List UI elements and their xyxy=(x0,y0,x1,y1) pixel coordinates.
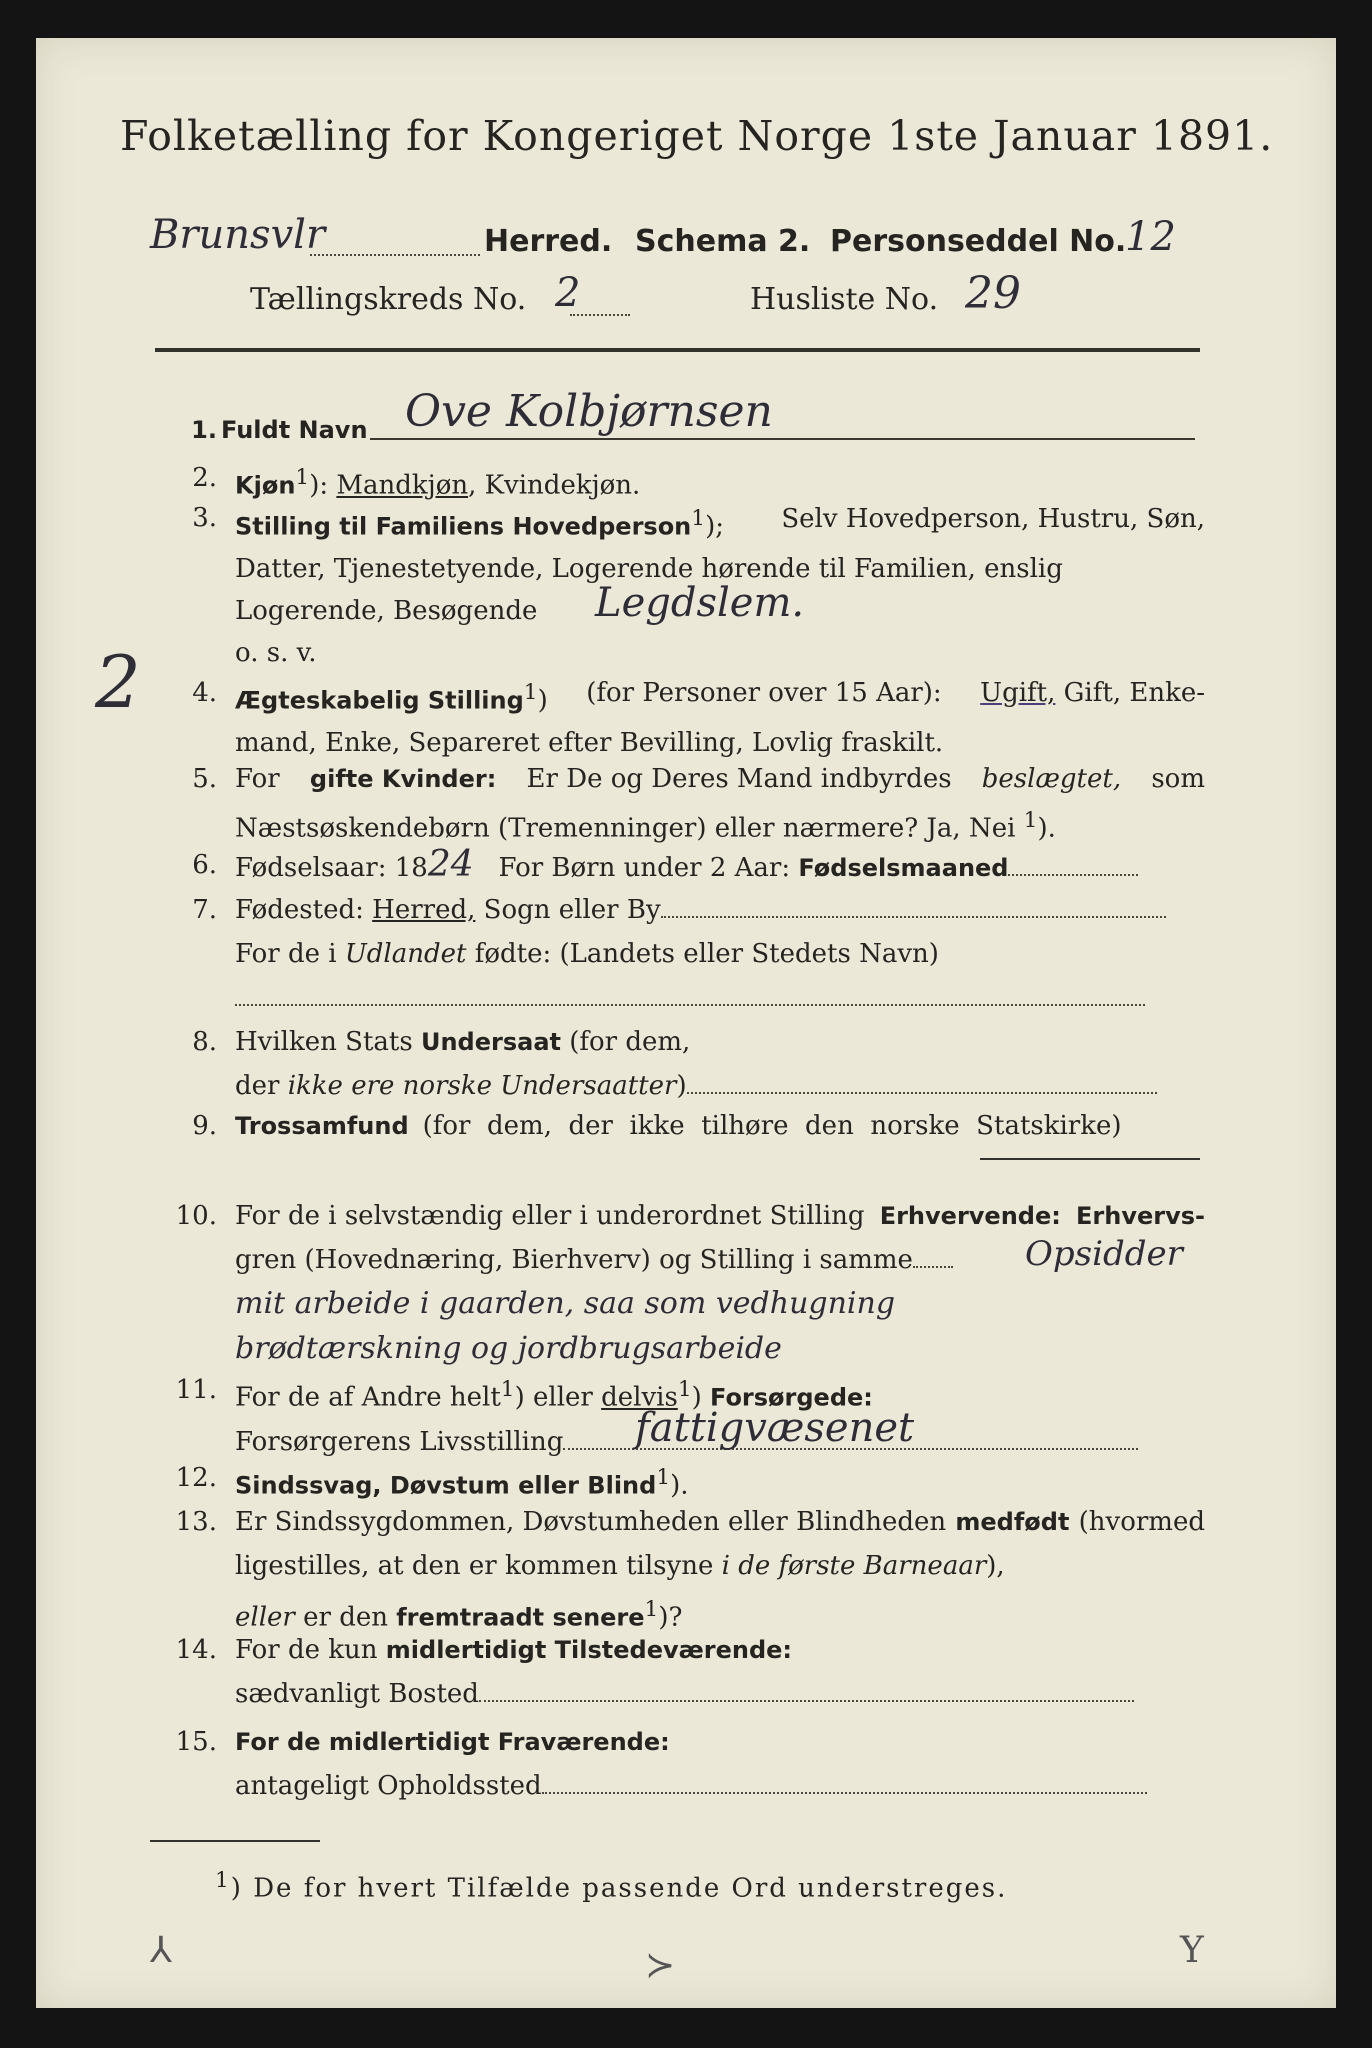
herred-value: Brunsvlr xyxy=(150,212,326,258)
schema-label: Schema 2. xyxy=(635,224,811,259)
field-8-line2a: der xyxy=(235,1071,280,1101)
field-5-line2: Næstsøskendebørn (Tremenninger) eller nærmere? Ja, Nei xyxy=(235,813,1016,844)
field-10-value2: mit arbeide i gaarden, saa som vedhugning xyxy=(235,1286,896,1321)
field-4-rest: Gift, Enke- xyxy=(1063,678,1205,708)
field-8-dots xyxy=(687,1070,1157,1094)
field-11-number: 11. xyxy=(175,1375,217,1405)
field-10 xyxy=(155,1194,1205,1366)
herred-dots xyxy=(310,232,480,256)
field-13-line2-italic: i de første Barneaar xyxy=(721,1551,987,1581)
field-8-line1b: Undersaat xyxy=(420,1028,561,1056)
field-2: 2. Kjøn$^1$): Mandkjøn, Kvindekjøn. xyxy=(155,458,1205,498)
field-7-dots xyxy=(661,894,1166,918)
field-15-dots xyxy=(542,1770,1147,1794)
field-3-line2: Datter, Tjenestetyende, Logerende hørende til Familien, enslig xyxy=(235,553,1063,584)
field-10-dots xyxy=(913,1244,953,1268)
field-12-label: Sindssvag, Døvstum eller Blind xyxy=(235,1471,657,1500)
field-5-label-b: gifte Kvinder: xyxy=(309,765,497,793)
kreds-value: 2 xyxy=(555,270,581,316)
field-15-line2: antageligt Opholdssted xyxy=(235,1771,542,1801)
field-7-label: Fødested: xyxy=(235,895,364,925)
field-6 xyxy=(155,845,1205,889)
field-6-rest-bold: Fødselsmaaned xyxy=(798,854,1009,882)
field-7 xyxy=(155,888,1205,1018)
personseddel-label: Personseddel No. xyxy=(830,224,1127,259)
header-line-herred xyxy=(150,212,1240,278)
field-14-line1b: midlertidigt Tilstedeværende: xyxy=(385,1636,793,1664)
field-6-value: 24 xyxy=(427,844,474,885)
header-line-kreds xyxy=(250,268,1130,334)
corner-mark-left: ⅄ xyxy=(150,1930,172,1971)
field-6-number: 6. xyxy=(192,850,217,880)
field-13-line1b: medfødt xyxy=(955,1508,1070,1536)
field-11-option-delvis: delvis xyxy=(601,1382,678,1413)
field-14-line2: sædvanligt Bosted xyxy=(235,1679,479,1709)
field-9-label: Trossamfund xyxy=(235,1112,409,1140)
field-6-rest: For Børn under 2 Aar: xyxy=(498,853,791,883)
kreds-label: Tællingskreds No. xyxy=(250,282,527,317)
field-13-line3b: fremtraadt senere xyxy=(396,1603,645,1632)
field-6-dots xyxy=(1008,852,1138,876)
field-14-number: 14. xyxy=(175,1635,217,1665)
footnote-sup: 1 xyxy=(215,1868,231,1893)
field-10-value1: Opsidder xyxy=(1025,1234,1183,1274)
field-13-number: 13. xyxy=(175,1507,217,1537)
field-3-line3: Logerende, Besøgende xyxy=(235,595,538,626)
field-13: 13. Er Sindssygdommen, Døvstumheden eller Blindheden medfødt (hvormed ligestilles, at den er kommen tilsyne i de første Barneaar), eller er den fremtraadt senere$^1$)? xyxy=(155,1500,1205,1630)
husliste-value: 29 xyxy=(965,268,1021,319)
field-8: 8. Hvilken Stats Undersaat (for dem, der ikke ere norske Undersaatter) xyxy=(155,1020,1205,1104)
field-5-line1: Er De og Deres Mand indbyrdes xyxy=(526,764,952,794)
field-2-option-mandkjon: Mandkjøn xyxy=(336,470,469,501)
field-8-line1c: (for dem, xyxy=(569,1027,691,1057)
field-13-line3-italic: eller xyxy=(235,1602,295,1633)
field-10-line1b: Erhvervende: xyxy=(879,1202,1061,1230)
herred-label: Herred. xyxy=(484,224,613,259)
field-8-line1a: Hvilken Stats xyxy=(235,1027,413,1057)
field-3-number: 3. xyxy=(192,503,217,533)
field-7-rest: Sogn eller By xyxy=(483,895,661,925)
field-7-line2-italic: Udlandet xyxy=(344,939,467,969)
field-9-number: 9. xyxy=(192,1111,217,1141)
field-5-label-a: For xyxy=(235,764,280,794)
field-1-line xyxy=(370,438,1195,440)
field-10-line1c: Erhvervs- xyxy=(1076,1202,1205,1230)
field-11-line1a: For de af Andre helt xyxy=(235,1382,501,1413)
field-4-number: 4. xyxy=(192,678,217,708)
field-11-line2: Forsørgerens Livsstilling xyxy=(235,1426,564,1457)
field-1-number: 1. xyxy=(191,416,217,444)
field-14-line1a: For de kun xyxy=(235,1635,378,1665)
field-11-line1b: eller xyxy=(533,1382,593,1413)
header-rule xyxy=(155,348,1200,352)
field-9-rest: (for dem, der ikke tilhøre den norske Statskirke) xyxy=(422,1111,1122,1141)
field-5-number: 5. xyxy=(192,764,217,794)
field-4-paren: (for Personer over 15 Aar): xyxy=(586,678,942,708)
field-14-dots xyxy=(479,1678,1134,1702)
field-1-value: Ove Kolbjørnsen xyxy=(405,386,773,437)
field-2-sup: 1 xyxy=(295,465,310,490)
field-10-number: 10. xyxy=(175,1201,217,1231)
field-7-line2a: For de i xyxy=(235,939,337,969)
field-8-number: 8. xyxy=(192,1027,217,1057)
field-4-label: Ægteskabelig Stilling xyxy=(235,686,524,715)
field-4-sup: 1 xyxy=(523,680,538,705)
form-title: Folketælling for Kongeriget Norge 1ste Januar 1891. xyxy=(120,112,1274,160)
field-1 xyxy=(155,386,1205,456)
corner-mark-right: Y xyxy=(1180,1930,1204,1971)
husliste-label: Husliste No. xyxy=(750,282,939,317)
field-2-label: Kjøn xyxy=(235,471,296,500)
field-8-line2-italic: ikke ere norske Undersaatter xyxy=(287,1071,677,1101)
field-10-line1a: For de i selvstændig eller i underordnet Stilling xyxy=(235,1201,865,1231)
field-13-line1c: (hvormed xyxy=(1078,1507,1205,1537)
field-1-label: Fuldt Navn xyxy=(221,416,368,444)
field-4-option-ugift: Ugift, xyxy=(980,678,1056,708)
field-5-som: som xyxy=(1151,764,1205,794)
field-9-line xyxy=(980,1158,1200,1160)
field-10-value3: brødtærskning og jordbrugsarbeide xyxy=(235,1331,782,1366)
field-7-dots-2 xyxy=(235,982,1145,1006)
field-11: 11. For de af Andre helt$^1$) eller delvis$^1$) Forsørgede: Forsørgerens Livsstilling fattigvæsenet xyxy=(155,1368,1205,1458)
field-3-sup: 1 xyxy=(691,506,706,531)
corner-mark-center: ≻ xyxy=(645,1945,676,1986)
field-7-option-herred: Herred, xyxy=(372,895,476,925)
field-7-number: 7. xyxy=(192,895,217,925)
field-11-value: fattigvæsenet xyxy=(635,1404,915,1451)
field-3-label: Stilling til Familiens Hovedperson xyxy=(235,512,692,541)
margin-number: 2 xyxy=(95,640,141,724)
footnote-rule xyxy=(150,1840,320,1842)
field-13-line2a: ligestilles, at den er kommen tilsyne xyxy=(235,1551,714,1581)
field-2-number: 2. xyxy=(192,463,217,493)
field-6-label: Fødselsaar: 18 xyxy=(235,853,428,883)
field-3-value: Legdslem. xyxy=(595,579,805,626)
field-14 xyxy=(155,1628,1205,1716)
personseddel-value: 12 xyxy=(1125,214,1176,260)
field-3-line1: Selv Hovedperson, Hustru, Søn, xyxy=(781,504,1205,534)
field-13-line1a: Er Sindssygdommen, Døvstumheden eller Blindheden xyxy=(235,1507,947,1537)
field-9 xyxy=(155,1106,1205,1150)
field-12-number: 12. xyxy=(175,1463,217,1493)
field-5-italic: beslægtet, xyxy=(981,764,1122,794)
field-15 xyxy=(155,1720,1205,1808)
field-10-line2: gren (Hovednæring, Bierhverv) og Stilling i samme xyxy=(235,1245,913,1275)
field-15-number: 15. xyxy=(175,1727,217,1757)
field-3: 3. Stilling til Familiens Hovedperson$^1$); Selv Hovedperson, Hustru, Søn, Datter, Tjenestetyende, Logerende hørende til Familien, enslig Logerende, Besøgende Legdslem. o. s. v. xyxy=(155,498,1205,668)
footnote-text: De for hvert Tilfælde passende Ord understreges. xyxy=(253,1873,1008,1904)
field-7-line2b: fødte: (Landets eller Stedets Navn) xyxy=(474,939,939,969)
field-12: 12. Sindssvag, Døvstum eller Blind$^1$). xyxy=(155,1458,1205,1502)
field-13-line3a: er den xyxy=(303,1602,388,1633)
field-11-line1c: Forsørgede: xyxy=(710,1383,873,1412)
footnote: $^1$) De for hvert Tilfælde passende Ord understreges. xyxy=(215,1868,1008,1904)
field-2-option-kvindekjon: Kvindekjøn. xyxy=(484,470,641,501)
field-4: 4. Ægteskabelig Stilling$^1$) (for Personer over 15 Aar): Ugift, Gift, Enke- mand, Enke, Separeret efter Bevilling, Lovlig fraskilt. xyxy=(155,672,1205,758)
field-4-line2: mand, Enke, Separeret efter Bevilling, Lovlig fraskilt. xyxy=(235,727,944,758)
field-5: 5. For gifte Kvinder: Er De og Deres Mand indbyrdes beslægtet, som Næstsøskendebørn (Tremenninger) eller nærmere? Ja, Nei $^1$). xyxy=(155,758,1205,844)
field-3-line4: o. s. v. xyxy=(235,637,317,668)
kreds-dots xyxy=(570,292,630,316)
field-15-line1: For de midlertidigt Fraværende: xyxy=(235,1728,670,1756)
